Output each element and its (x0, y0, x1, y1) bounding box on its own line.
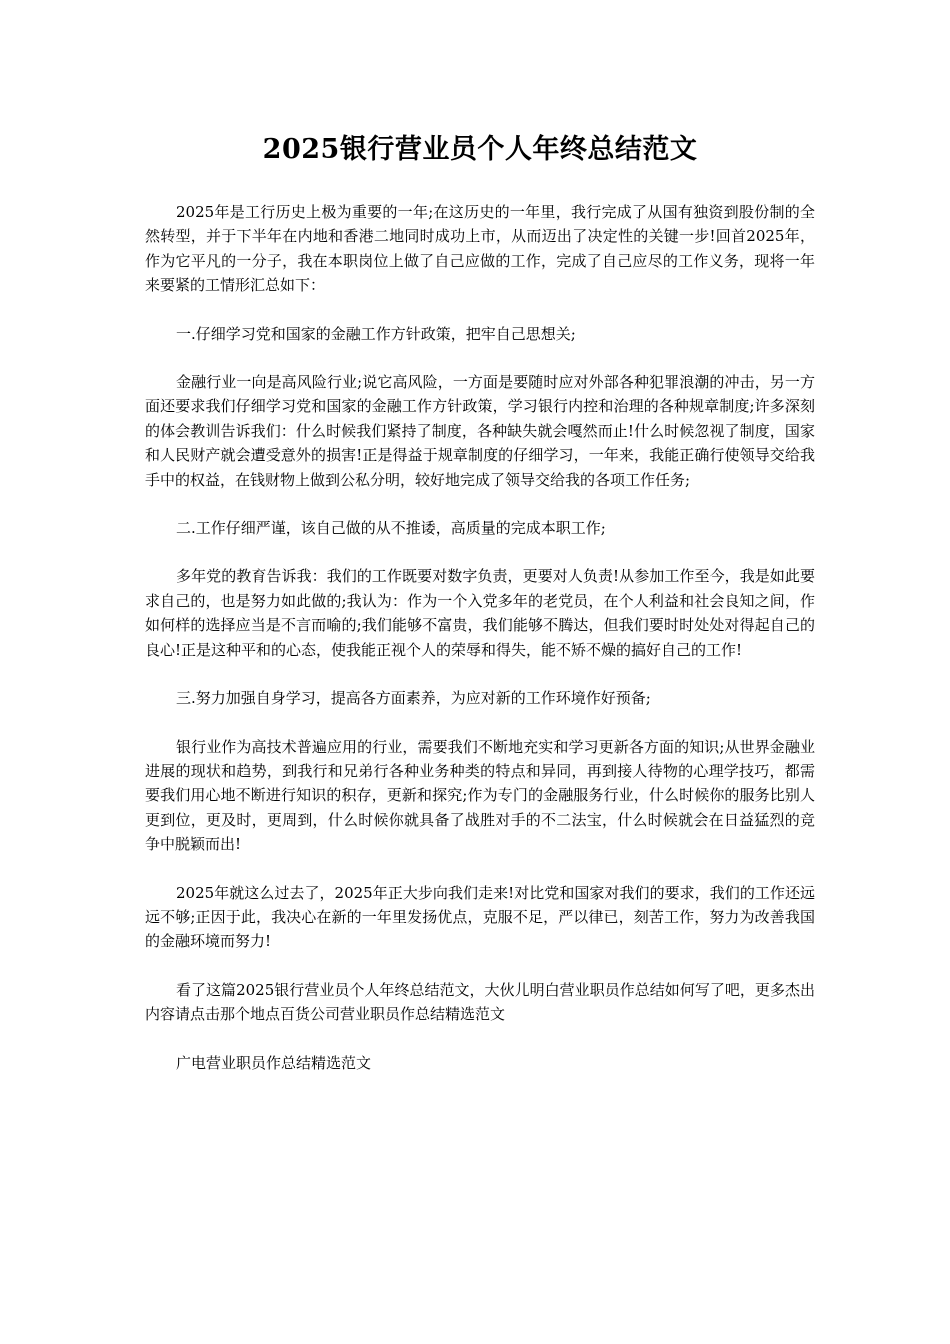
section-heading-3: 三.努力加强自身学习，提高各方面素养，为应对新的工作环境作好预备; (176, 689, 651, 708)
paragraph-related-note: 看了这篇2025银行营业员个人年终总结范文，大伙儿明白营业职员作总结如何写了吧，更多杰出内容请点击那个地点百货公司营业职员作总结精选范文 (145, 980, 815, 1024)
related-article-link[interactable]: 广电营业职员作总结精选范文 (176, 1053, 372, 1072)
paragraph-conclusion: 2025年就这么过去了，2025年正大步向我们走来!对比党和国家对我们的要求，我们的工作还远远不够;正因于此，我决心在新的一年里发扬优点，克服不足，严以律已，刻苦工作，努力为改善我国的金融环境而努力! (145, 883, 815, 951)
document-title: 2025银行营业员个人年终总结范文 (262, 134, 698, 165)
document-page (145, 128, 815, 1099)
paragraph-intro: 2025年是工行历史上极为重要的一年;在这历史的一年里，我行完成了从国有独资到股份制的全然转型，并于下半年在内地和香港二地同时成功上市，从而迈出了决定性的关键一步!回首2025年，作为它平凡的一分子，我在本职岗位上做了自己应做的工作，完成了自己应尽的工作义务，现将一年来要紧的工情形汇总如下： (145, 203, 815, 295)
paragraph-section-3: 银行业作为高技术普遍应用的行业，需要我们不断地充实和学习更新各方面的知识;从世界金融业进展的现状和趋势，到我行和兄弟行各种业务种类的特点和异同，再到接人待物的心理学技巧，都需要我们用心地不断进行知识的积存，更新和探究;作为专门的金融服务行业，什么时候你的服务比别人更到位，更及时，更周到，什么时候你就具备了战胜对手的不二法宝，什么时候就会在日益猛烈的竞争中脱颖而出! (145, 737, 815, 854)
section-heading-1: 一.仔细学习党和国家的金融工作方针政策，把牢自己思想关; (176, 324, 576, 343)
paragraph-section-1: 金融行业一向是高风险行业;说它高风险，一方面是要随时应对外部各种犯罪浪潮的冲击，另一方面还要求我们仔细学习党和国家的金融工作方针政策，学习银行内控和治理的各种规章制度;许多深刻的体会教训告诉我们：什么时候我们紧持了制度，各种缺失就会嘎然而止!什么时候忽视了制度，国家和人民财产就会遭受意外的损害!正是得益于规章制度的仔细学习，一年来，我能正确行使领导交给我手中的权益，在钱财物上做到公私分明，较好地完成了领导交给我的各项工作任务; (145, 373, 815, 489)
paragraph-section-2: 多年党的教育告诉我：我们的工作既要对数字负责，更要对人负责!从参加工作至今，我是如此要求自己的，也是努力如此做的;我认为：作为一个入党多年的老党员，在个人利益和社会良知之间，作如何样的选择应当是不言而喻的;我们能够不富贵，我们能够不腾达，但我们要时时处处对得起自己的良心!正是这种平和的心态，使我能正视个人的荣辱和得失，能不矫不燥的搞好自己的工作! (145, 567, 815, 659)
section-heading-2: 二.工作仔细严谨，该自己做的从不推诿，高质量的完成本职工作; (176, 519, 606, 538)
document-body (145, 200, 815, 1075)
